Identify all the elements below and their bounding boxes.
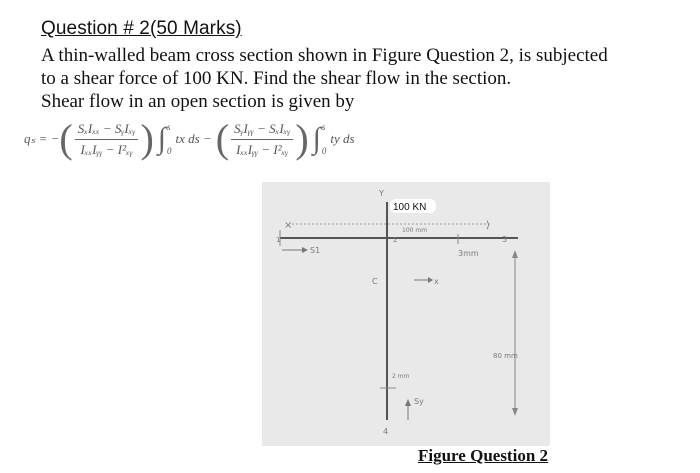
right-tick-mark: ⟩ — [486, 220, 490, 231]
dim-height-label: 80 mm — [493, 352, 518, 360]
label-c: C — [372, 277, 378, 286]
label-sy: Sy — [414, 397, 424, 406]
open-paren-1: ( — [59, 116, 73, 161]
close-paren-2: ) — [295, 116, 309, 161]
height-arrow-bottom — [512, 408, 518, 416]
height-arrow-top — [512, 250, 518, 258]
fraction-1 — [75, 121, 139, 158]
label-s1: S1 — [310, 246, 321, 255]
question-text — [41, 44, 681, 113]
top-y-label: Y — [379, 189, 384, 198]
beam-cross-section-figure — [262, 182, 550, 446]
integrand-1: tx ds − — [175, 131, 212, 146]
question-line-3: Shear flow in an open section is given by — [41, 91, 355, 112]
s1-arrow-head — [302, 247, 308, 253]
question-line-2: to a shear force of 100 KN. Find the shear flow in the section. — [41, 68, 512, 89]
dim-top-label: 100 mm — [402, 227, 428, 234]
formula-lhs: qₛ = − — [24, 131, 60, 146]
dim-right-label: 3mm — [458, 249, 479, 258]
label-4: 4 — [383, 427, 389, 436]
fraction-2-denominator: IₓₓIᵧᵧ − I²ₓᵧ — [236, 141, 289, 157]
lower-limit-2: 0 — [321, 146, 327, 156]
dim-bottom-label: 2 mm — [392, 373, 410, 380]
close-paren-1: ) — [140, 116, 154, 161]
integrand-2: ty ds — [330, 131, 355, 146]
shear-flow-formula — [24, 117, 355, 161]
x-axis-arrow-head — [428, 277, 433, 283]
question-line-1: A thin-walled beam cross section shown in Figure Question 2, is subjected — [41, 45, 608, 66]
sy-arrow-head — [405, 399, 411, 406]
upper-limit-2: s — [321, 122, 326, 132]
fraction-2-numerator: SᵧIᵧᵧ − SₓIₓᵧ — [231, 121, 293, 140]
figure-caption: Figure Question 2 — [418, 446, 549, 465]
left-tick-mark: × — [284, 220, 293, 231]
fraction-2 — [231, 121, 293, 158]
label-3: 3 — [502, 235, 508, 244]
integral-limits-1 — [167, 122, 172, 156]
label-1: 1 — [276, 236, 281, 244]
fraction-1-numerator: SₓIₓₓ − SᵧIₓᵧ — [75, 121, 139, 140]
integral-sign-1: ∫ — [157, 122, 166, 155]
fraction-1-denominator: IₓₓIᵧᵧ − I²ₓᵧ — [80, 141, 133, 157]
force-label: 100 KN — [393, 202, 427, 213]
upper-limit-1: s — [166, 122, 171, 132]
question-heading: Question # 2(50 Marks) — [41, 18, 242, 39]
integral-limits-2 — [322, 122, 327, 156]
label-x: x — [434, 277, 439, 286]
open-paren-2: ( — [215, 116, 230, 161]
integral-sign-2: ∫ — [312, 122, 321, 155]
figure-drawing — [262, 182, 550, 446]
lower-limit-1: 0 — [166, 146, 172, 156]
label-2: 2 — [393, 236, 398, 244]
